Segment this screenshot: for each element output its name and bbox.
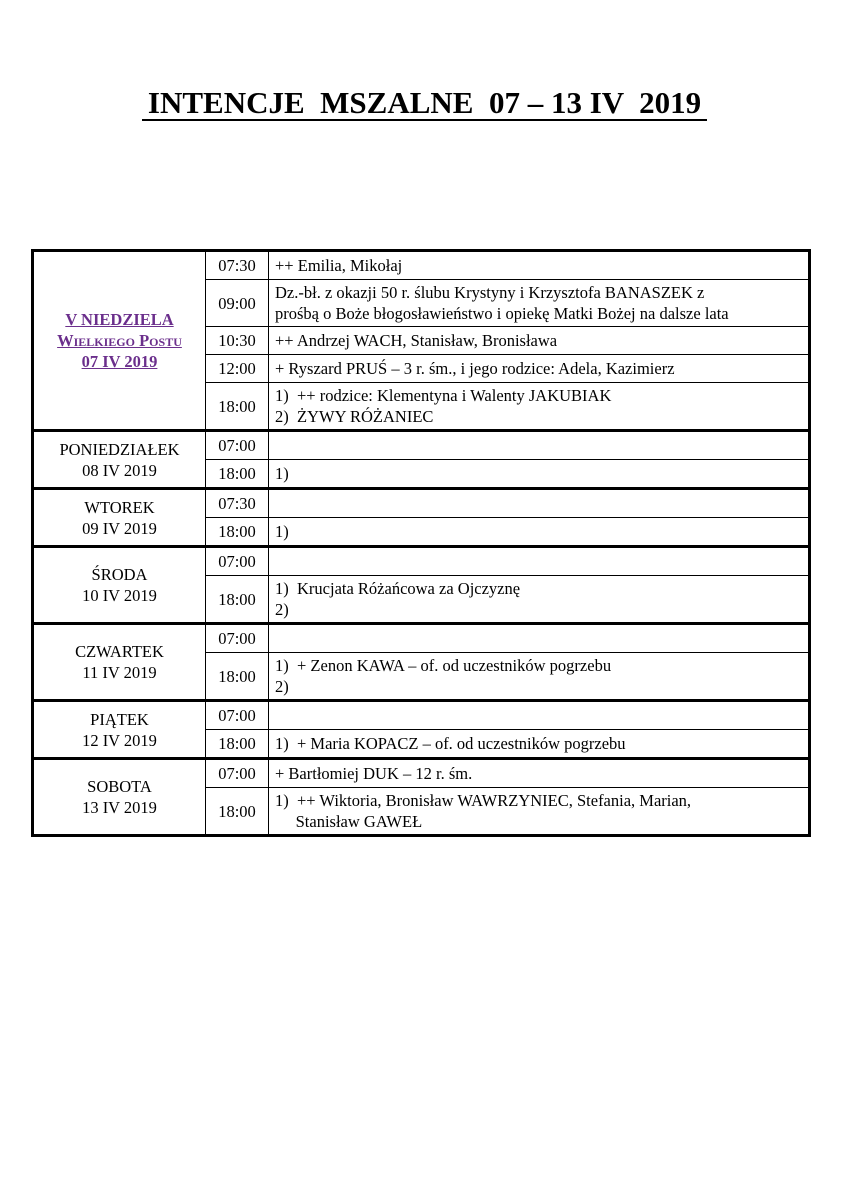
mass-time: 07:00	[206, 431, 269, 460]
page-title	[0, 84, 849, 121]
intention-line: 1) Krucjata Różańcowa za Ojczyznę	[275, 579, 521, 598]
mass-intention	[269, 431, 810, 460]
mass-time: 07:30	[206, 489, 269, 518]
mass-time: 18:00	[206, 653, 269, 701]
mass-intention	[269, 383, 810, 431]
table-row	[33, 547, 810, 576]
mass-time: 18:00	[206, 383, 269, 431]
table-row	[33, 624, 810, 653]
intention-line: 1) + Zenon KAWA – of. od uczestników pogrzebu	[275, 656, 612, 675]
day-name: ŚRODA	[91, 565, 148, 584]
mass-intention	[269, 460, 810, 489]
mass-intention	[269, 280, 810, 327]
day-name: PONIEDZIAŁEK	[59, 439, 180, 459]
mass-time: 12:00	[206, 355, 269, 383]
mass-intention	[269, 489, 810, 518]
intention-line: 1) ++ rodzice: Klementyna i Walenty JAKUBIAK	[275, 386, 612, 405]
intention-line: ++ Emilia, Mikołaj	[275, 256, 403, 275]
mass-time: 07:00	[206, 624, 269, 653]
mass-time: 07:00	[206, 759, 269, 788]
mass-intention	[269, 251, 810, 280]
mass-intention	[269, 355, 810, 383]
mass-intention	[269, 547, 810, 576]
sunday-line-2: Wielkiego Postu	[57, 331, 182, 350]
table-row	[33, 701, 810, 730]
mass-time: 07:00	[206, 547, 269, 576]
day-date: 11 IV 2019	[82, 663, 157, 682]
day-name: PIĄTEK	[90, 709, 149, 729]
mass-intention	[269, 576, 810, 624]
intention-line: 1) ++ Wiktoria, Bronisław WAWRZYNIEC, Stefania, Marian,	[275, 791, 692, 810]
intention-line: Stanisław GAWEŁ	[275, 812, 423, 831]
intention-line: 1) + Maria KOPACZ – of. od uczestników pogrzebu	[275, 734, 626, 753]
mass-intention	[269, 701, 810, 730]
day-cell-wednesday	[33, 547, 206, 624]
day-name: WTOREK	[84, 497, 155, 517]
mass-time: 18:00	[206, 730, 269, 759]
mass-intention	[269, 624, 810, 653]
mass-intentions-table	[31, 249, 811, 837]
day-date: 12 IV 2019	[82, 730, 157, 750]
day-name: SOBOTA	[87, 777, 152, 796]
table-row	[33, 489, 810, 518]
day-cell-sunday	[33, 251, 206, 431]
day-date: 10 IV 2019	[82, 586, 157, 605]
mass-time: 18:00	[206, 518, 269, 547]
table-row	[33, 431, 810, 460]
intention-line: 2) ŻYWY RÓŻANIEC	[275, 407, 434, 426]
day-cell-thursday	[33, 624, 206, 701]
mass-intention	[269, 730, 810, 759]
sunday-line-1: V NIEDZIELA	[65, 310, 174, 329]
table-row	[33, 759, 810, 788]
mass-time: 18:00	[206, 788, 269, 836]
day-cell-monday	[33, 431, 206, 489]
mass-time: 07:00	[206, 701, 269, 730]
day-cell-friday	[33, 701, 206, 759]
intention-line: 1)	[275, 522, 289, 541]
intention-line: 2)	[275, 677, 289, 696]
intention-line: Dz.-bł. z okazji 50 r. ślubu Krystyny i Krzysztofa BANASZEK z	[275, 283, 705, 302]
page-title-text: INTENCJE MSZALNE 07 – 13 IV 2019	[142, 87, 707, 121]
mass-intention	[269, 518, 810, 547]
day-name: CZWARTEK	[75, 642, 164, 661]
day-cell-tuesday	[33, 489, 206, 547]
sunday-date: 07 IV 2019	[81, 352, 158, 371]
mass-intention	[269, 759, 810, 788]
intention-line: prośbą o Boże błogosławieństwo i opiekę Matki Bożej na dalsze lata	[275, 304, 729, 323]
mass-time: 18:00	[206, 460, 269, 489]
intention-line: 1)	[275, 464, 289, 483]
intention-line: 2)	[275, 600, 289, 619]
mass-time: 10:30	[206, 327, 269, 355]
intention-line: + Ryszard PRUŚ – 3 r. śm., i jego rodzice: Adela, Kazimierz	[275, 359, 675, 378]
intention-line: + Bartłomiej DUK – 12 r. śm.	[275, 764, 473, 783]
day-date: 13 IV 2019	[82, 798, 157, 817]
day-cell-saturday	[33, 759, 206, 836]
mass-time: 07:30	[206, 251, 269, 280]
mass-time: 18:00	[206, 576, 269, 624]
mass-intention	[269, 788, 810, 836]
mass-intention	[269, 327, 810, 355]
intention-line: ++ Andrzej WACH, Stanisław, Bronisława	[275, 331, 558, 350]
mass-time: 09:00	[206, 280, 269, 327]
day-date: 09 IV 2019	[82, 518, 157, 538]
table-row	[33, 251, 810, 280]
mass-intention	[269, 653, 810, 701]
day-date: 08 IV 2019	[82, 460, 157, 480]
